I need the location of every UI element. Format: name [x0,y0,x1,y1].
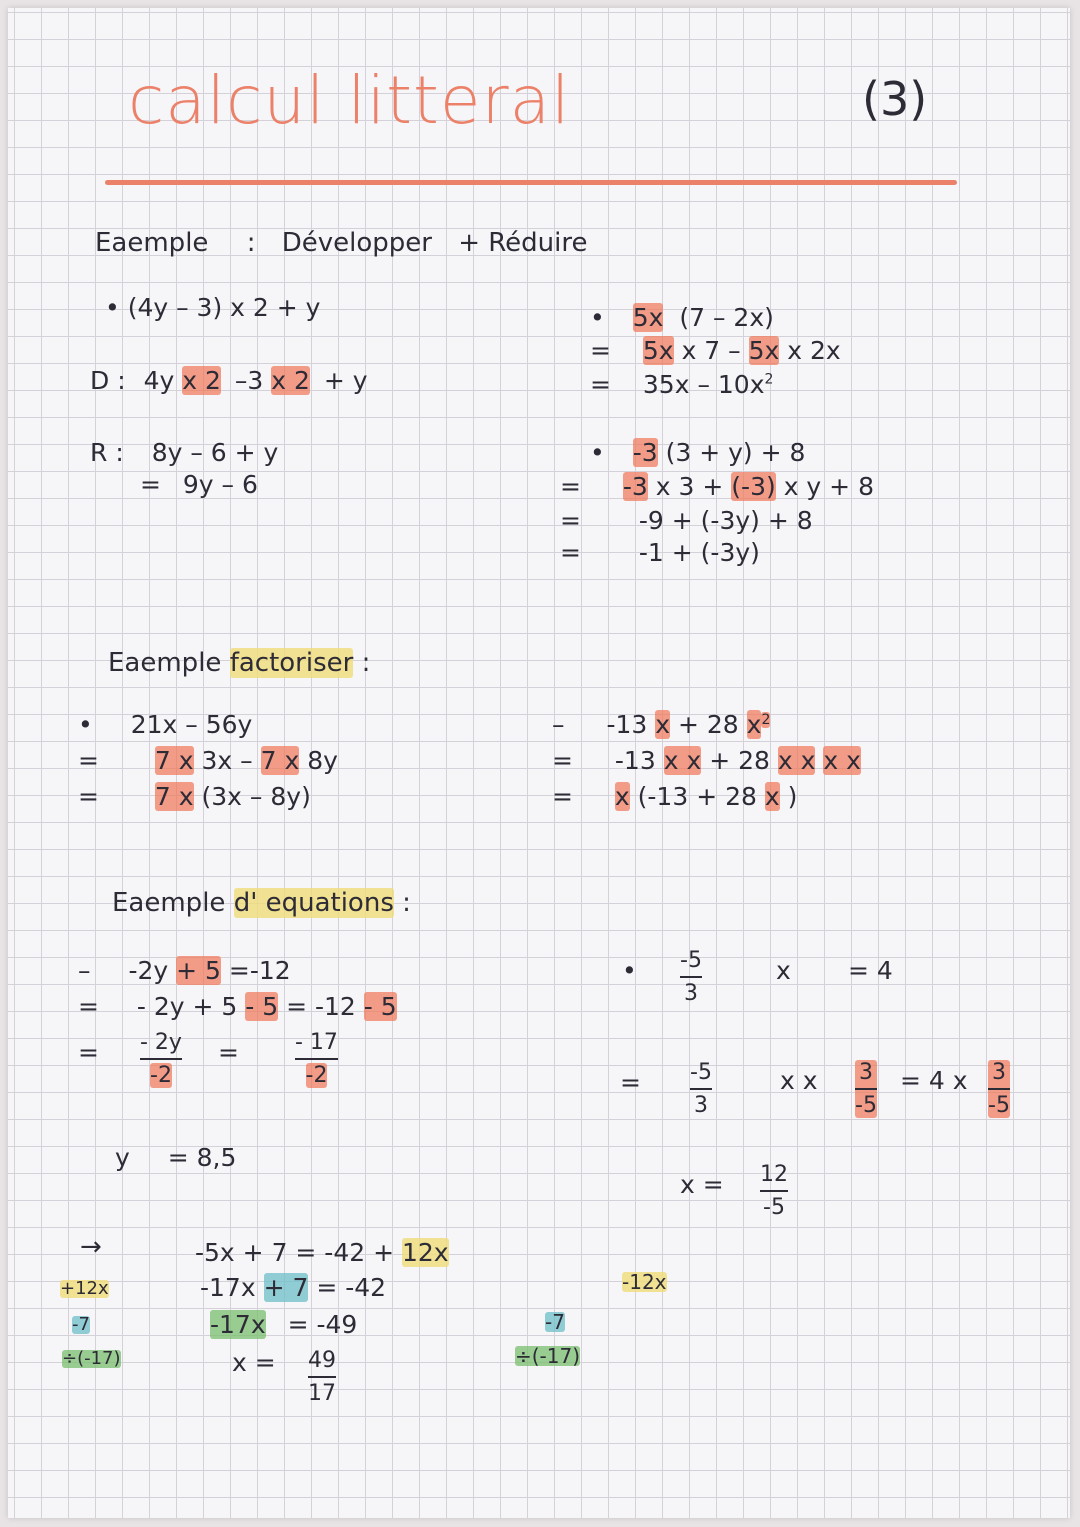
example-a-line1 [590,305,774,330]
heading-reduce: + Réduire [458,228,588,258]
develop-expression: • (4y – 3) x 2 + y [105,293,321,322]
eq2-fraction-1 [680,948,702,1006]
denominator: 3 [683,981,698,1006]
term: = -42 [316,1273,387,1302]
example-a-line2 [590,338,841,363]
side-note-right: -7 [545,1310,565,1334]
highlight-term: + 5 [176,956,221,985]
highlight-term: 5x [632,303,664,332]
term: -1 + (-3y) [638,538,760,567]
highlight-term: x [614,782,630,811]
highlight-term: 5x [748,336,780,365]
factor-b-line1 [552,712,770,737]
highlight-term: - 5 [245,992,279,1021]
highlight-term: - 5 [363,992,397,1021]
example-b-line4 [560,540,760,565]
term: (3x – 8y) [201,782,311,811]
term: 3x – [201,746,253,775]
eq3-line3 [210,1312,357,1337]
numerator: -5 [690,1060,712,1085]
highlight-term: 7 x [154,746,194,775]
highlight-term: 5x [642,336,674,365]
fraction-bar [308,1376,336,1378]
eq2-bullet: • [622,956,637,985]
highlight-term: x x [777,746,816,775]
eq1-fraction-left [140,1030,182,1088]
develop-term: 4y [143,366,175,395]
denominator: 3 [693,1093,708,1118]
denominator: -5 [988,1093,1010,1118]
eq3-line4: x = [232,1348,276,1377]
fraction-bar [988,1088,1010,1090]
bullet: • [590,438,605,467]
heading-colon: : [246,228,256,258]
exponent: 2 [764,371,774,388]
section-heading-equations [112,888,411,918]
side-note-right: -12x [622,1270,667,1294]
term: (3 + y) + 8 [665,438,806,467]
denominator: -2 [305,1063,328,1088]
title-underline [105,180,957,185]
term: 21x – 56y [130,710,253,739]
example-a-line3 [590,372,773,397]
term: x y + 8 [783,472,874,501]
equals-sign: = [560,538,581,567]
eq2-result-var: x = [680,1170,724,1199]
example-b-line2 [560,474,874,499]
term: -13 [606,710,648,739]
eq2-var: x [776,956,791,985]
fraction-bar [855,1088,877,1090]
arrow-icon: → [80,1232,102,1262]
factor-b-line3 [552,784,797,809]
equals-sign: = [552,746,573,775]
eq1-line1 [78,958,291,983]
reduce-expression: 8y – 6 + y [151,438,279,467]
heading-example: Eaemple [112,888,226,918]
eq2-var-mult: x x [780,1066,818,1095]
fraction-bar [760,1190,788,1192]
eq1-line2 [78,994,397,1019]
eq2-fraction-2 [690,1060,712,1118]
term: ) [787,782,798,811]
highlight-term: 12x [402,1238,449,1267]
heading-develop: Développer [281,228,432,258]
equals-sign: = [78,992,99,1021]
variable: y [115,1143,130,1172]
highlight-term: 7 x [260,746,300,775]
eq1-mid-equals: = [218,1038,239,1067]
fraction-bar [690,1088,712,1090]
bullet: – [78,956,91,985]
term: - 2y + 5 [136,992,238,1021]
factor-a-line1 [78,712,252,737]
numerator: 12 [760,1162,788,1187]
example-b-line3 [560,508,813,533]
equals-sign: = [552,782,573,811]
example-b-line1 [590,440,805,465]
fraction-bar [680,976,702,978]
highlight-term: -3 [632,438,658,467]
numerator: 3 [991,1060,1006,1085]
term: = -49 [287,1310,358,1339]
denominator: -5 [855,1093,877,1118]
term: -9 + (-3y) + 8 [638,506,813,535]
term: -2y [128,956,169,985]
term: -17x [200,1273,256,1302]
reduce-prefix: R : [90,438,124,467]
highlight-term: + 7 [263,1273,309,1302]
term: -5x + 7 = -42 + [195,1238,395,1267]
develop-term: –3 [234,366,264,395]
develop-line [90,368,368,393]
highlight-term: -3 [622,472,648,501]
eq3-line1 [195,1240,449,1265]
term: 35x – 10x [642,370,765,399]
term: x 2x [787,336,841,365]
eq2-rhs-mult: = 4 x [900,1066,968,1095]
highlight-term: x [746,710,762,739]
eq1-fraction-right [295,1030,338,1088]
bullet: • [590,303,605,332]
heading-equations: d' equations [233,888,394,918]
term: x 7 – [681,336,741,365]
develop-term: + y [323,366,368,395]
denominator: -5 [763,1195,785,1220]
highlight-term: x x [823,746,861,775]
eq2-rhs-fraction [988,1060,1010,1118]
bullet: – [552,710,565,739]
eq2-rhs: = 4 [848,956,893,985]
term: (7 – 2x) [679,303,774,332]
factor-b-line2 [552,748,861,773]
eq1-result [115,1145,236,1170]
heading-example: Eaemple [95,228,209,258]
heading-colon: : [402,888,411,918]
term: = 8,5 [167,1143,237,1172]
numerator: 3 [858,1060,873,1085]
side-note-left: ÷(-17) [62,1348,121,1369]
side-note-right: ÷(-17) [515,1344,581,1368]
highlight-term: 7 x [154,782,194,811]
equals-sign: = [78,746,99,775]
term: x 3 + [655,472,724,501]
heading-factor: factoriser [229,648,354,678]
numerator: - 2y [140,1030,182,1055]
exponent: 2 [761,711,771,728]
page-number: (3) [862,72,928,126]
eq2-result-fraction [760,1162,788,1220]
develop-highlight: x 2 [182,366,221,395]
highlight-term: -17x [210,1310,266,1339]
term: (-13 + 28 [637,782,757,811]
equals-sign: = [140,470,161,499]
term: = -12 [286,992,356,1021]
denominator: -2 [150,1063,172,1088]
equals-sign: = [590,336,611,365]
highlight-term: x [655,710,671,739]
term: -13 [614,746,656,775]
develop-prefix: D : [90,366,126,395]
factor-a-line2 [78,748,338,773]
heading-colon: : [361,648,371,678]
fraction-bar [295,1058,338,1060]
side-note-left: -7 [72,1314,90,1335]
eq3-line2 [200,1275,386,1300]
reduce-result [140,472,258,497]
numerator: 49 [308,1348,336,1373]
term: + 28 [678,710,739,739]
eq1-equals: = [78,1038,99,1067]
eq2-multiplier [855,1060,877,1118]
highlight-term: x x [663,746,702,775]
denominator: 17 [308,1381,336,1406]
highlight-term: (-3) [731,472,776,501]
equals-sign: = [560,472,581,501]
term: =-12 [228,956,291,985]
section-heading-develop [95,228,587,258]
equals-sign: = [560,506,581,535]
bullet: • [78,710,93,739]
equals-sign: = [590,370,611,399]
reduce-line [90,440,278,465]
highlight-term: x [764,782,780,811]
reduce-result-text: 9y – 6 [182,470,258,499]
equals-sign: = [78,782,99,811]
numerator: - 17 [295,1030,338,1055]
section-heading-factor [108,648,370,678]
side-note-left: +12x [60,1278,109,1299]
fraction-bar [140,1058,182,1060]
term: 8y [307,746,338,775]
factor-a-line3 [78,784,311,809]
term: + 28 [709,746,770,775]
eq3-result-fraction [308,1348,336,1406]
develop-highlight: x 2 [271,366,310,395]
eq2-equals: = [620,1068,641,1097]
numerator: -5 [680,948,702,973]
page-title: calcul litteral [128,62,571,139]
heading-example: Eaemple [108,648,222,678]
